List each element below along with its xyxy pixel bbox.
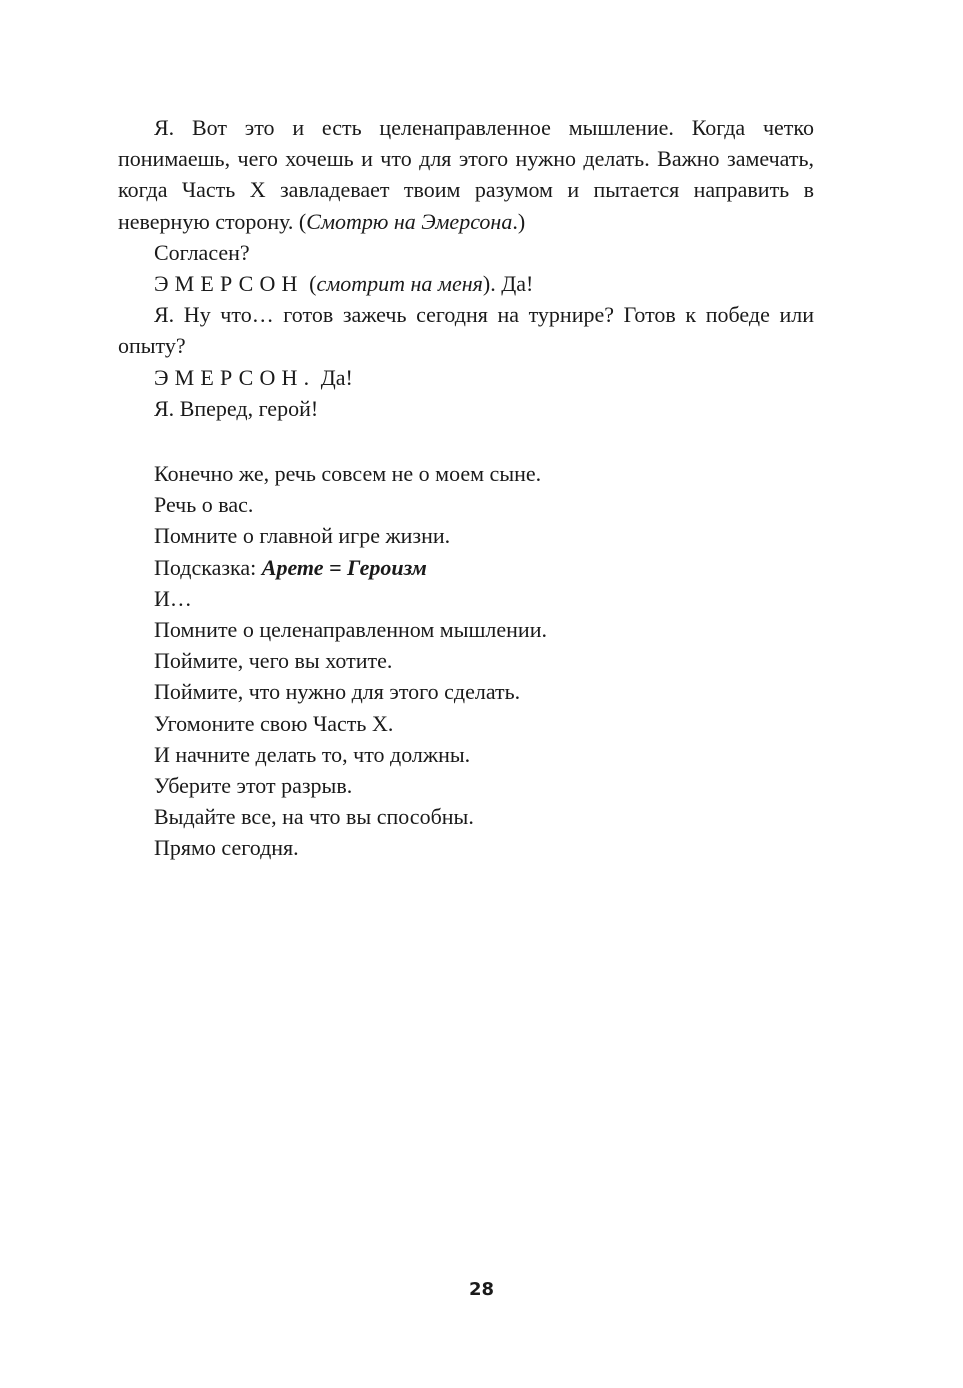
closing-line-6: Помните о целенаправленном мышлении. [154, 617, 547, 643]
dialogue-text-tail: .) [512, 208, 526, 234]
dialogue-text: Вперед, герой! [174, 395, 319, 421]
dialogue-text: Вот это и есть целенаправленное мышление. Когда четко понимаешь, чего хочешь и что для этого нужно делать. Важно замечать, когда Часть Х завладевает твоим разумом и пытается направить в неверную сторону. ( [118, 115, 814, 234]
closing-line-7: Поймите, чего вы хотите. [154, 648, 393, 674]
dialogue-text: Да! [315, 364, 353, 390]
closing-line-12: Выдайте все, на что вы способны. [154, 804, 474, 830]
dialogue-text: Ну что… готов зажечь сегодня на турнире? Готов к победе или опыту? [118, 302, 814, 359]
speaker-emerson: ЭМЕРСОН. [154, 364, 316, 390]
dialogue-paragraph-3 [118, 268, 814, 299]
stage-direction: смотрит на меня [316, 271, 483, 297]
closing-line-9: Угомоните свою Часть Х. [154, 710, 394, 736]
closing-line-13: Прямо сегодня. [154, 835, 299, 861]
dialogue-paragraph-2: Согласен? [154, 239, 250, 265]
dialogue-paragraph-1 [118, 112, 814, 237]
page-number: 28 [468, 1279, 495, 1300]
page-body [118, 112, 814, 864]
dialogue-paragraph-6 [118, 393, 814, 424]
dialogue-paragraph-5 [118, 362, 814, 393]
stage-direction: Смотрю на Эмерсона [306, 208, 513, 234]
hint-formula: Арете = Героизм [261, 554, 427, 580]
closing-line-10: И начните делать то, что должны. [154, 741, 471, 767]
section-gap [118, 424, 814, 458]
speaker-i: Я. [154, 115, 175, 140]
dialogue-text: Да! [495, 271, 534, 297]
paren-close: ). [482, 271, 496, 297]
closing-line-11: Уберите этот разрыв. [154, 773, 353, 799]
closing-line-3: Помните о главной игре жизни. [154, 523, 451, 549]
closing-line-4 [118, 552, 814, 583]
speaker-i: Я. [154, 302, 175, 328]
paren-open: ( [303, 271, 317, 297]
speaker-i: Я. [154, 395, 175, 421]
closing-line-8: Поймите, что нужно для этого сделать. [154, 679, 521, 705]
hint-prefix: Подсказка: [154, 554, 262, 580]
speaker-emerson: ЭМЕРСОН [154, 271, 304, 297]
dialogue-paragraph-4 [118, 299, 814, 361]
closing-line-2: Речь о вас. [154, 492, 254, 518]
closing-line-1: Конечно же, речь совсем не о моем сыне. [154, 461, 542, 487]
closing-line-5: И… [154, 585, 192, 611]
